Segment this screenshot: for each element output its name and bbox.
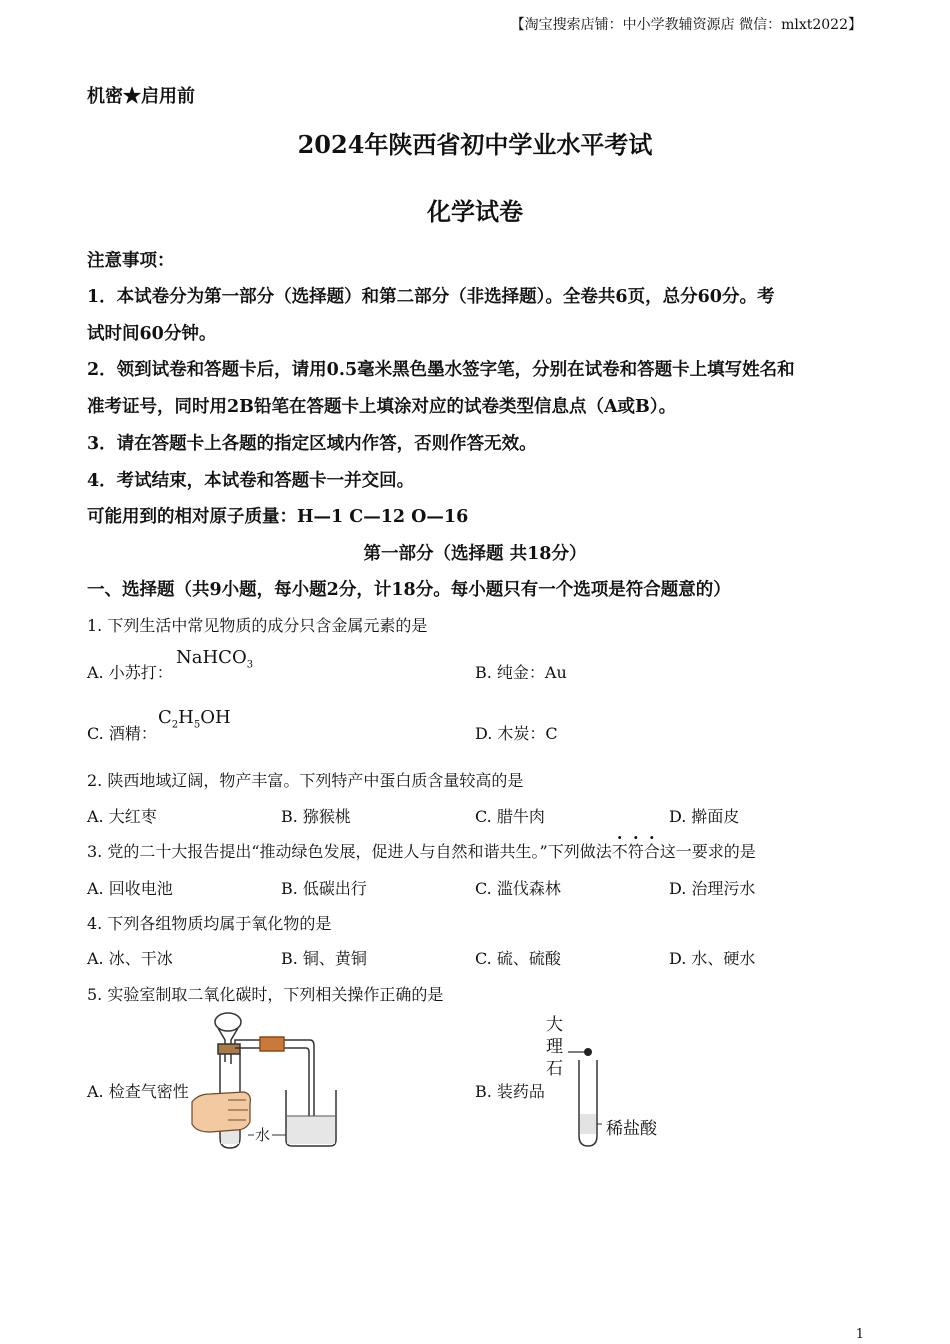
exam-title: 2024年陕西省初中学业水平考试 [297,130,653,159]
q3-option-c: C. 滥伐森林 [475,879,561,898]
q4-option-b: B. 铜、黄铜 [281,949,367,968]
q1-option-a-label: A. 小苏打： [87,663,173,682]
page-number: 1 [855,1327,864,1342]
notice-item: 准考证号，同时用2B铅笔在答题卡上填涂对应的试卷类型信息点（A或B）。 [87,397,677,417]
q4-option-d: D. 水、硬水 [669,949,756,968]
q4-option-a: A. 冰、干冰 [87,949,173,968]
q2-option-c: C. 腊牛肉 [475,807,545,826]
dilute-acid-label: 稀盐酸 [606,1119,657,1139]
q4-option-c: C. 硫、硫酸 [475,949,561,968]
question-1-stem: 1. 下列生活中常见物质的成分只含金属元素的是 [87,616,428,635]
q3-option-a: A. 回收电池 [87,879,173,898]
question-3-stem: 3. 党的二十大报告提出“推动绿色发展，促进人与自然和谐共生。”下列做法不符合这一要求的是 [87,842,756,861]
header-banner: 【淘宝搜索店铺：中小学教辅资源店 微信：mlxt2022】 [510,17,862,33]
water-label: 水 [255,1126,271,1144]
notice-item: 2．领到试卷和答题卡后，请用0.5毫米黑色墨水签字笔，分别在试卷和答题卡上填写姓名和 [87,360,795,380]
q1-option-a-formula: NaHCO$_3$ [176,647,254,671]
part1-title: 第一部分（选择题 共18分） [363,544,587,564]
atomic-mass-line: 可能用到的相对原子质量：H—1 C—12 O—16 [87,507,469,527]
airtightness-apparatus-figure [188,1010,348,1152]
notice-item: 4．考试结束，本试卷和答题卡一并交回。 [87,471,415,491]
test-tube-figure [562,1040,602,1152]
q3-option-d: D. 治理污水 [669,879,756,898]
confidential-mark: 机密★启用前 [87,86,195,107]
question-2-stem: 2. 陕西地域辽阔，物产丰富。下列特产中蛋白质含量较高的是 [87,771,524,790]
q2-option-a: A. 大红枣 [87,807,157,826]
marble-label: 大 理 石 [546,1015,563,1079]
notice-item: 1．本试卷分为第一部分（选择题）和第二部分（非选择题）。全卷共6页，总分60分。考 [87,287,775,307]
q2-option-d: D. 擀面皮 [669,807,740,826]
question-5-stem: 5. 实验室制取二氧化碳时，下列相关操作正确的是 [87,985,444,1004]
q1-option-b: B. 纯金：Au [475,663,567,682]
q1-option-a [87,660,173,683]
q5-option-b: B. 装药品 [475,1082,545,1101]
section1-title: 一、选择题（共9小题，每小题2分，计18分。每小题只有一个选项是符合题意的） [87,580,731,600]
q1-option-c-label: C. 酒精： [87,724,157,743]
notice-item: 3．请在答题卡上各题的指定区域内作答，否则作答无效。 [87,434,537,454]
q3-option-b: B. 低碳出行 [281,879,367,898]
question-4-stem: 4. 下列各组物质均属于氧化物的是 [87,914,332,933]
notice-item: 试时间60分钟。 [87,324,217,344]
q1-option-d: D. 木炭：C [475,724,558,743]
q2-option-b: B. 猕猴桃 [281,807,351,826]
q1-option-c-formula: $C_2H_5OH$ [158,707,231,731]
paper-title: 化学试卷 [427,197,523,226]
notice-heading: 注意事项： [87,251,175,271]
q5-option-a: A. 检查气密性 [87,1082,189,1101]
